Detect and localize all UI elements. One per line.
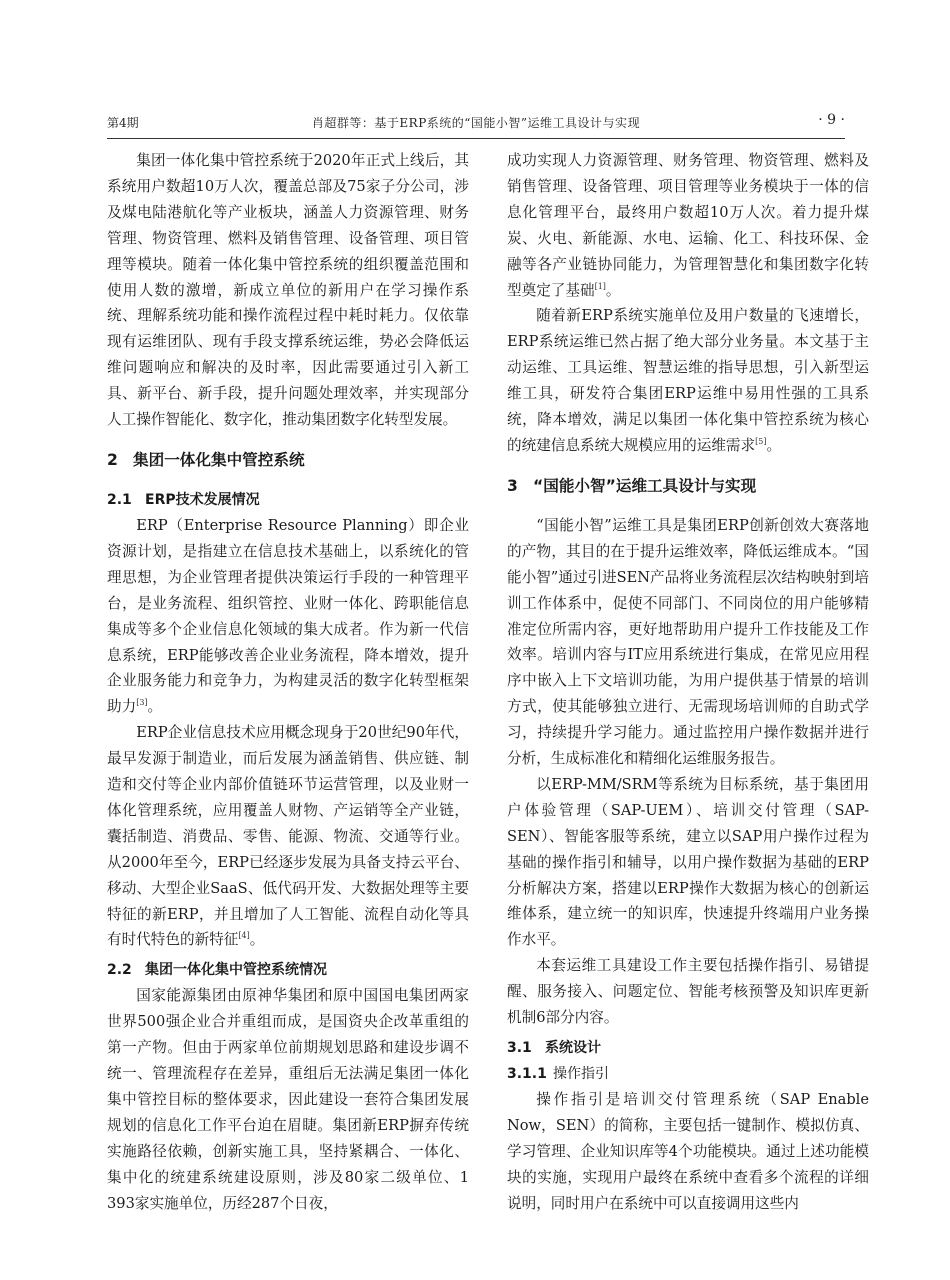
subsection-title: 系统设计	[545, 1040, 601, 1056]
paragraph: ERP（Enterprise Resource Planning）即企业资源计划，是指建立在信息技术基础上，以系统化的管理思想，为企业管理者提供决策运行手段的一种管理平台，是业务流程、组织管控、业财一体化、跨职能信息集成等多个企业信息化领域的集大成者。作为新一代信息系统，ERP能够改善企业业务流程，降本增效，提升企业服务能力和竞争力，为构建灵活的数字化转型框架助力[3]。	[107, 516, 469, 716]
subsection-3-1-heading	[507, 1035, 869, 1061]
subsection-number: 2.1	[107, 491, 132, 508]
header-rule	[107, 138, 845, 139]
section-number: 3	[507, 476, 518, 495]
paragraph: ERP企业信息技术应用概念现身于20世纪90年代，最早发源于制造业，而后发展为涵盖销售、供应链、制造和交付等企业内部价值链环节运营管理，以及业财一体化管理系统，应用覆盖人财物、产运销等全产业链，囊括制造、消费品、零售、能源、物流、交通等行业。从2000年至今，ERP已经逐步发展为具备支持云平台、移动、大型企业SaaS、低代码开发、大数据处理等主要特征的新ERP，并且增加了人工智能、流程自动化等具有时代特色的新特征[4]。	[107, 724, 469, 949]
subsection-2-2-heading	[107, 957, 469, 983]
section-title: 集团一体化集中管控系统	[133, 450, 305, 469]
section-3-heading	[507, 473, 869, 499]
intro-paragraph: 集团一体化集中管控系统于2020年正式上线后，其系统用户数超10万人次，覆盖总部及75家子分公司，涉及煤电陆港航化等产业板块，涵盖人力资源管理、财务管理、物资管理、燃料及销售管理、设备管理、项目管理等模块。随着一体化集中管控系统的组织覆盖范围和使用人数的激增，新成立单位的新用户在学习操作系统、理解系统功能和操作流程过程中耗时耗力。仅依靠现有运维团队、现有手段支撑系统运维，势必会降低运维问题响应和解决的及时率，因此需要通过引入新工具、新平台、新手段，提升问题处理效率，并实现部分人工操作智能化、数字化，推动集团数字化转型发展。	[107, 152, 469, 429]
citation: [1]	[594, 281, 606, 291]
right-column	[507, 148, 869, 1217]
subsection-number: 2.2	[107, 962, 132, 979]
left-column	[107, 148, 469, 1217]
subsubsection-title: 操作指引	[553, 1066, 609, 1082]
section-title: “国能小智”运维工具设计与实现	[533, 476, 757, 495]
subsection-number: 3.1	[507, 1040, 532, 1056]
subsubsection-number: 3.1.1	[507, 1066, 547, 1082]
paragraph: 以ERP-MM/SRM等系统为目标系统，基于集团用户体验管理（SAP-UEM）、培训交付管理（SAP-SEN）、智能客服等系统，建立以SAP用户操作过程为基础的操作指引和辅导，以用户操作数据为基础的ERP分析解决方案，搭建以ERP操作大数据为核心的创新运维体系，建立统一的知识库，快速提升终端用户业务操作水平。	[507, 775, 869, 949]
page-number: · 9 ·	[818, 112, 845, 128]
running-header	[107, 112, 845, 134]
citation: [5]	[755, 436, 767, 446]
subsection-title: ERP技术发展情况	[145, 491, 260, 508]
citation: [3]	[136, 698, 148, 708]
subsubsection-3-1-1-heading	[507, 1061, 869, 1087]
paragraph: 本套运维工具建设工作主要包括操作指引、易错提醒、服务接入、问题定位、智能考核预警及知识库更新机制6部分内容。	[507, 957, 869, 1027]
running-title: 肖超群等：基于ERP系统的“国能小智”运维工具设计与实现	[311, 116, 641, 130]
paragraph: 随着新ERP系统实施单位及用户数量的飞速增长，ERP系统运维已然占据了绝大部分业务量。本文基于主动运维、工具运维、智慧运维的指导思想，引入新型运维工具，研发符合集团ERP运维中易用性强的工具系统，降本增效，满足以集团一体化集中管控系统为核心的统建信息系统大规模应用的运维需求[5]。	[507, 307, 869, 454]
continued-paragraph: 成功实现人力资源管理、财务管理、物资管理、燃料及销售管理、设备管理、项目管理等业务模块于一体的信息化管理平台，最终用户数超10万人次。着力提升煤炭、火电、新能源、水电、运输、化工、科技环保、金融等各产业链协同能力，为管理智慧化和集团数字化转型奠定了基础[1]。	[507, 152, 869, 299]
subsection-2-1-heading	[107, 487, 469, 513]
paragraph: 国家能源集团由原神华集团和原中国国电集团两家世界500强企业合并重组而成，是国资央企改革重组的第一产物。但由于两家单位前期规划思路和建设步调不统一、管理流程存在差异，重组后无法满足集团一体化集中管控目标的整体要求，因此建设一套符合集团发展规划的信息化工作平台迫在眉睫。集团新ERP摒弃传统实施路径依赖，创新实施工具，坚持紧耦合、一体化、集中化的统建系统建设原则，涉及80家二级单位、1 393家实施单位，历经287个日夜，	[107, 987, 469, 1212]
section-2-heading	[107, 447, 469, 473]
section-number: 2	[107, 450, 118, 469]
paragraph: 操作指引是培训交付管理系统（SAP Enable Now，SEN）的简称，主要包括一键制作、模拟仿真、学习管理、企业知识库等4个功能模块。通过上述功能模块的实施，实现用户最终在系统中查看多个流程的详细说明，同时用户在系统中可以直接调用这些内	[507, 1091, 869, 1212]
paragraph: “国能小智”运维工具是集团ERP创新创效大赛落地的产物，其目的在于提升运维效率，降低运维成本。“国能小智”通过引进SEN产品将业务流程层次结构映射到培训工作体系中，促使不同部门、不同岗位的用户能够精准定位所需内容，更好地帮助用户提升工作技能及工作效率。培训内容与IT应用系统进行集成，在常见应用程序中嵌入上下文培训功能，为用户提供基于情景的培训方式，使其能够独立进行、无需现场培训师的自助式学习，持续提升学习能力。通过监控用户操作数据并进行分析，生成标准化和精细化运维服务报告。	[507, 516, 869, 768]
subsection-title: 集团一体化集中管控系统情况	[145, 962, 327, 979]
issue-label: 第4期	[107, 116, 139, 130]
citation: [4]	[238, 931, 250, 941]
